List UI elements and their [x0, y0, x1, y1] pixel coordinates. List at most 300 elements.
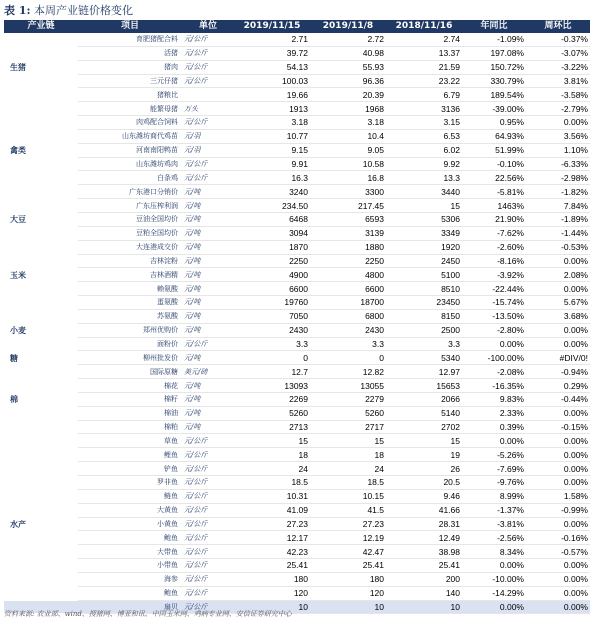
item-cell: 扇贝 [78, 600, 182, 614]
value-date-2-cell: 0 [310, 351, 386, 365]
unit-cell: 元/公斤 [182, 60, 234, 74]
unit-cell: 元/公斤 [182, 531, 234, 545]
group-cell: 糖 [4, 351, 78, 365]
header-chain: 产业链 [4, 20, 78, 33]
value-date-3-cell: 38.98 [386, 545, 462, 559]
yoy-cell: -5.81% [462, 185, 526, 199]
yoy-cell: -16.35% [462, 379, 526, 393]
yoy-cell: 0.00% [462, 559, 526, 573]
wow-cell: 3.56% [526, 129, 590, 143]
item-cell: 猪肉 [78, 60, 182, 74]
value-date-1-cell: 13093 [234, 379, 310, 393]
unit-cell: 元/公斤 [182, 46, 234, 60]
wow-cell: 0.00% [526, 406, 590, 420]
value-date-2-cell: 40.98 [310, 46, 386, 60]
table-title-label: 表 1: [4, 4, 31, 17]
value-date-1-cell: 27.23 [234, 517, 310, 531]
yoy-cell: 22.56% [462, 171, 526, 185]
group-cell [4, 74, 78, 88]
table-row [4, 420, 590, 434]
value-date-1-cell: 18 [234, 448, 310, 462]
yoy-cell: 0.00% [462, 600, 526, 614]
wow-cell: -2.98% [526, 171, 590, 185]
yoy-cell: 0.00% [462, 337, 526, 351]
table-row [4, 337, 590, 351]
value-date-1-cell: 1870 [234, 240, 310, 254]
table-row [4, 129, 590, 143]
group-cell [4, 46, 78, 60]
unit-cell: 元/公斤 [182, 572, 234, 586]
unit-cell: 元/吨 [182, 199, 234, 213]
value-date-2-cell: 27.23 [310, 517, 386, 531]
value-date-3-cell: 23.22 [386, 74, 462, 88]
unit-cell: 元/吨 [182, 226, 234, 240]
yoy-cell: -0.10% [462, 157, 526, 171]
yoy-cell: 0.95% [462, 116, 526, 130]
table-row [4, 143, 590, 157]
item-cell: 鲤鱼 [78, 448, 182, 462]
table-row [4, 88, 590, 102]
value-date-3-cell: 5340 [386, 351, 462, 365]
value-date-2-cell: 41.5 [310, 503, 386, 517]
value-date-1-cell: 10 [234, 600, 310, 614]
value-date-1-cell: 3240 [234, 185, 310, 199]
value-date-1-cell: 12.7 [234, 365, 310, 379]
group-cell [4, 309, 78, 323]
value-date-3-cell: 8510 [386, 282, 462, 296]
yoy-cell: -7.62% [462, 226, 526, 240]
value-date-1-cell: 2250 [234, 254, 310, 268]
group-cell [4, 406, 78, 420]
table-row [4, 531, 590, 545]
value-date-2-cell: 20.39 [310, 88, 386, 102]
unit-cell: 元/吨 [182, 254, 234, 268]
value-date-3-cell: 28.31 [386, 517, 462, 531]
value-date-1-cell: 2269 [234, 392, 310, 406]
value-date-3-cell: 6.79 [386, 88, 462, 102]
table-row [4, 379, 590, 393]
value-date-2-cell: 42.47 [310, 545, 386, 559]
table-row [4, 74, 590, 88]
item-cell: 鲍鱼 [78, 586, 182, 600]
unit-cell: 元/公斤 [182, 171, 234, 185]
unit-cell: 美元/磅 [182, 365, 234, 379]
value-date-1-cell: 6600 [234, 282, 310, 296]
value-date-3-cell: 6.53 [386, 129, 462, 143]
table-row [4, 240, 590, 254]
item-cell: 山东潍坊商代鸡苗 [78, 129, 182, 143]
value-date-3-cell: 25.41 [386, 559, 462, 573]
unit-cell: 元/公斤 [182, 74, 234, 88]
wow-cell: 0.00% [526, 448, 590, 462]
value-date-2-cell: 2717 [310, 420, 386, 434]
table-row [4, 462, 590, 476]
item-cell: 鲍鱼 [78, 531, 182, 545]
header-row [4, 20, 590, 33]
value-date-1-cell: 10.77 [234, 129, 310, 143]
item-cell: 棉粕 [78, 420, 182, 434]
wow-cell: 5.67% [526, 296, 590, 310]
wow-cell: -3.22% [526, 60, 590, 74]
table-row [4, 171, 590, 185]
item-cell: 苏氨酸 [78, 309, 182, 323]
value-date-3-cell: 13.37 [386, 46, 462, 60]
table-row [4, 33, 590, 46]
value-date-3-cell: 13.3 [386, 171, 462, 185]
value-date-2-cell: 24 [310, 462, 386, 476]
item-cell: 罗非鱼 [78, 476, 182, 490]
value-date-2-cell: 10 [310, 600, 386, 614]
source-note: 资料来源: 农业部、wind、搜猪网、博亚和讯、中国玉米网、鸡病专业网、安信证券研究中心 [4, 610, 292, 618]
yoy-cell: 9.83% [462, 392, 526, 406]
value-date-3-cell: 3.3 [386, 337, 462, 351]
item-cell: 豆粕全国均价 [78, 226, 182, 240]
yoy-cell: 0.39% [462, 420, 526, 434]
item-cell: 赖氨酸 [78, 282, 182, 296]
value-date-1-cell: 120 [234, 586, 310, 600]
yoy-cell: 150.72% [462, 60, 526, 74]
unit-cell: 元/吨 [182, 268, 234, 282]
value-date-2-cell: 217.45 [310, 199, 386, 213]
table-row [4, 116, 590, 130]
table-row [4, 185, 590, 199]
value-date-2-cell: 3300 [310, 185, 386, 199]
wow-cell: 0.00% [526, 572, 590, 586]
value-date-2-cell: 9.05 [310, 143, 386, 157]
table-row [4, 323, 590, 337]
table-row [4, 226, 590, 240]
value-date-1-cell: 41.09 [234, 503, 310, 517]
value-date-2-cell: 3139 [310, 226, 386, 240]
group-cell [4, 33, 78, 46]
value-date-3-cell: 3.15 [386, 116, 462, 130]
group-cell [4, 503, 78, 517]
value-date-2-cell: 6593 [310, 212, 386, 226]
yoy-cell: 8.34% [462, 545, 526, 559]
unit-cell: 元/公斤 [182, 503, 234, 517]
item-cell: 肉鸡配合饲料 [78, 116, 182, 130]
value-date-1-cell: 7050 [234, 309, 310, 323]
group-cell [4, 185, 78, 199]
value-date-3-cell: 8150 [386, 309, 462, 323]
group-cell [4, 531, 78, 545]
group-cell [4, 254, 78, 268]
value-date-1-cell: 0 [234, 351, 310, 365]
group-cell: 生猪 [4, 60, 78, 74]
header-date-3: 2018/11/16 [386, 20, 462, 33]
table-row [4, 392, 590, 406]
item-cell: 蛋氨酸 [78, 296, 182, 310]
item-cell: 大黄鱼 [78, 503, 182, 517]
value-date-3-cell: 9.92 [386, 157, 462, 171]
table-row [4, 448, 590, 462]
value-date-3-cell: 3440 [386, 185, 462, 199]
price-table [4, 20, 590, 614]
wow-cell: -0.99% [526, 503, 590, 517]
yoy-cell: -13.50% [462, 309, 526, 323]
value-date-2-cell: 10.58 [310, 157, 386, 171]
wow-cell: 0.00% [526, 517, 590, 531]
header-unit: 单位 [182, 20, 234, 33]
wow-cell: 0.00% [526, 462, 590, 476]
group-cell [4, 462, 78, 476]
unit-cell: 元/吨 [182, 392, 234, 406]
wow-cell: -3.07% [526, 46, 590, 60]
yoy-cell: -39.00% [462, 102, 526, 116]
group-cell [4, 379, 78, 393]
yoy-cell: -22.44% [462, 282, 526, 296]
table-row [4, 559, 590, 573]
value-date-2-cell: 55.93 [310, 60, 386, 74]
yoy-cell: -10.00% [462, 572, 526, 586]
value-date-3-cell: 15 [386, 199, 462, 213]
value-date-2-cell: 180 [310, 572, 386, 586]
value-date-2-cell: 15 [310, 434, 386, 448]
value-date-1-cell: 19760 [234, 296, 310, 310]
wow-cell: -1.44% [526, 226, 590, 240]
item-cell: 活猪 [78, 46, 182, 60]
table-row [4, 517, 590, 531]
value-date-1-cell: 5260 [234, 406, 310, 420]
value-date-1-cell: 4900 [234, 268, 310, 282]
yoy-cell: 1463% [462, 199, 526, 213]
item-cell: 大带鱼 [78, 545, 182, 559]
item-cell: 铲鱼 [78, 462, 182, 476]
value-date-1-cell: 54.13 [234, 60, 310, 74]
group-cell [4, 420, 78, 434]
item-cell: 豆油全国均价 [78, 212, 182, 226]
value-date-3-cell: 2702 [386, 420, 462, 434]
value-date-2-cell: 10.15 [310, 489, 386, 503]
value-date-1-cell: 39.72 [234, 46, 310, 60]
item-cell: 广东港口分销价 [78, 185, 182, 199]
value-date-3-cell: 10 [386, 600, 462, 614]
yoy-cell: -2.80% [462, 323, 526, 337]
value-date-3-cell: 140 [386, 586, 462, 600]
value-date-2-cell: 10.4 [310, 129, 386, 143]
unit-cell: 元/吨 [182, 212, 234, 226]
value-date-1-cell: 18.5 [234, 476, 310, 490]
wow-cell: -2.79% [526, 102, 590, 116]
yoy-cell: 51.99% [462, 143, 526, 157]
group-cell [4, 337, 78, 351]
value-date-1-cell: 3094 [234, 226, 310, 240]
value-date-3-cell: 2.74 [386, 33, 462, 46]
wow-cell: 1.58% [526, 489, 590, 503]
unit-cell: 元/吨 [182, 240, 234, 254]
item-cell: 大连港成交价 [78, 240, 182, 254]
item-cell: 棉花 [78, 379, 182, 393]
item-cell: 广东压榨利润 [78, 199, 182, 213]
unit-cell: 元/羽 [182, 143, 234, 157]
value-date-3-cell: 15 [386, 434, 462, 448]
wow-cell: 0.29% [526, 379, 590, 393]
group-cell: 小麦 [4, 323, 78, 337]
value-date-2-cell: 6800 [310, 309, 386, 323]
wow-cell: -0.57% [526, 545, 590, 559]
group-cell [4, 102, 78, 116]
item-cell: 草鱼 [78, 434, 182, 448]
yoy-cell: -3.92% [462, 268, 526, 282]
unit-cell: 元/吨 [182, 282, 234, 296]
unit-cell: 元/吨 [182, 406, 234, 420]
value-date-3-cell: 6.02 [386, 143, 462, 157]
item-cell: 国际原糖 [78, 365, 182, 379]
value-date-2-cell: 18 [310, 448, 386, 462]
unit-cell: 元/吨 [182, 296, 234, 310]
value-date-2-cell: 120 [310, 586, 386, 600]
wow-cell: 0.00% [526, 600, 590, 614]
value-date-2-cell: 12.82 [310, 365, 386, 379]
value-date-2-cell: 25.41 [310, 559, 386, 573]
yoy-cell: -9.76% [462, 476, 526, 490]
wow-cell: -1.82% [526, 185, 590, 199]
wow-cell: -3.58% [526, 88, 590, 102]
value-date-1-cell: 2713 [234, 420, 310, 434]
value-date-3-cell: 20.5 [386, 476, 462, 490]
value-date-2-cell: 13055 [310, 379, 386, 393]
value-date-1-cell: 1913 [234, 102, 310, 116]
unit-cell: 元/公斤 [182, 116, 234, 130]
unit-cell: 元/公斤 [182, 517, 234, 531]
value-date-1-cell: 16.3 [234, 171, 310, 185]
value-date-3-cell: 200 [386, 572, 462, 586]
item-cell: 小带鱼 [78, 559, 182, 573]
unit-cell: 元/公斤 [182, 448, 234, 462]
value-date-3-cell: 12.97 [386, 365, 462, 379]
wow-cell: -0.94% [526, 365, 590, 379]
yoy-cell: 189.54% [462, 88, 526, 102]
group-cell: 大豆 [4, 212, 78, 226]
table-row [4, 157, 590, 171]
value-date-2-cell: 2250 [310, 254, 386, 268]
item-cell: 吉林酒精 [78, 268, 182, 282]
value-date-3-cell: 12.49 [386, 531, 462, 545]
yoy-cell: 8.99% [462, 489, 526, 503]
group-cell [4, 296, 78, 310]
item-cell: 棉油 [78, 406, 182, 420]
value-date-2-cell: 1880 [310, 240, 386, 254]
value-date-3-cell: 2500 [386, 323, 462, 337]
value-date-2-cell: 16.8 [310, 171, 386, 185]
value-date-1-cell: 25.41 [234, 559, 310, 573]
table-row [4, 212, 590, 226]
value-date-1-cell: 234.50 [234, 199, 310, 213]
header-item: 项目 [78, 20, 182, 33]
item-cell: 海参 [78, 572, 182, 586]
unit-cell: 元/公斤 [182, 586, 234, 600]
header-wow: 周环比 [526, 20, 590, 33]
wow-cell: 0.00% [526, 116, 590, 130]
wow-cell: 1.10% [526, 143, 590, 157]
value-date-2-cell: 4800 [310, 268, 386, 282]
value-date-2-cell: 2279 [310, 392, 386, 406]
group-cell [4, 476, 78, 490]
item-cell: 柳州批发价 [78, 351, 182, 365]
item-cell: 郑州优购价 [78, 323, 182, 337]
value-date-3-cell: 15653 [386, 379, 462, 393]
value-date-1-cell: 100.03 [234, 74, 310, 88]
value-date-1-cell: 9.91 [234, 157, 310, 171]
group-cell [4, 489, 78, 503]
wow-cell: -0.15% [526, 420, 590, 434]
table-row [4, 46, 590, 60]
table-row [4, 268, 590, 282]
value-date-2-cell: 1968 [310, 102, 386, 116]
table-row [4, 296, 590, 310]
unit-cell: 万头 [182, 102, 234, 116]
table-row [4, 489, 590, 503]
wow-cell: 3.68% [526, 309, 590, 323]
wow-cell: 0.00% [526, 559, 590, 573]
unit-cell: 元/吨 [182, 420, 234, 434]
unit-cell: 元/公斤 [182, 33, 234, 46]
value-date-1-cell: 3.18 [234, 116, 310, 130]
unit-cell: 元/羽 [182, 129, 234, 143]
unit-cell [182, 88, 234, 102]
yoy-cell: 197.08% [462, 46, 526, 60]
item-cell: 育肥猪配合料 [78, 33, 182, 46]
table-row [4, 351, 590, 365]
group-cell [4, 545, 78, 559]
yoy-cell: 21.90% [462, 212, 526, 226]
wow-cell: 0.00% [526, 323, 590, 337]
unit-cell: 元/吨 [182, 323, 234, 337]
yoy-cell: -5.26% [462, 448, 526, 462]
unit-cell: 元/公斤 [182, 337, 234, 351]
group-cell: 禽类 [4, 143, 78, 157]
value-date-1-cell: 15 [234, 434, 310, 448]
item-cell: 能繁母猪 [78, 102, 182, 116]
table-body [4, 33, 590, 614]
yoy-cell: -2.08% [462, 365, 526, 379]
group-cell [4, 586, 78, 600]
value-date-1-cell: 24 [234, 462, 310, 476]
wow-cell: 0.00% [526, 586, 590, 600]
yoy-cell: -2.60% [462, 240, 526, 254]
value-date-2-cell: 5260 [310, 406, 386, 420]
item-cell: 河南南阳鸭苗 [78, 143, 182, 157]
unit-cell: 元/吨 [182, 309, 234, 323]
value-date-2-cell: 3.18 [310, 116, 386, 130]
table-row [4, 476, 590, 490]
unit-cell: 元/公斤 [182, 545, 234, 559]
table-row [4, 503, 590, 517]
wow-cell: 2.08% [526, 268, 590, 282]
header-date-2: 2019/11/8 [310, 20, 386, 33]
value-date-3-cell: 9.46 [386, 489, 462, 503]
value-date-2-cell: 2430 [310, 323, 386, 337]
yoy-cell: -1.09% [462, 33, 526, 46]
wow-cell: -0.37% [526, 33, 590, 46]
value-date-3-cell: 2066 [386, 392, 462, 406]
group-cell [4, 365, 78, 379]
unit-cell: 元/公斤 [182, 559, 234, 573]
yoy-cell: 330.79% [462, 74, 526, 88]
item-cell: 猪粮比 [78, 88, 182, 102]
table-title [4, 2, 590, 20]
yoy-cell: -3.81% [462, 517, 526, 531]
yoy-cell: 2.33% [462, 406, 526, 420]
group-cell [4, 434, 78, 448]
value-date-1-cell: 3.3 [234, 337, 310, 351]
unit-cell: 元/公斤 [182, 476, 234, 490]
value-date-2-cell: 18700 [310, 296, 386, 310]
table-row [4, 434, 590, 448]
value-date-3-cell: 5100 [386, 268, 462, 282]
value-date-3-cell: 5140 [386, 406, 462, 420]
unit-cell: 元/公斤 [182, 600, 234, 614]
